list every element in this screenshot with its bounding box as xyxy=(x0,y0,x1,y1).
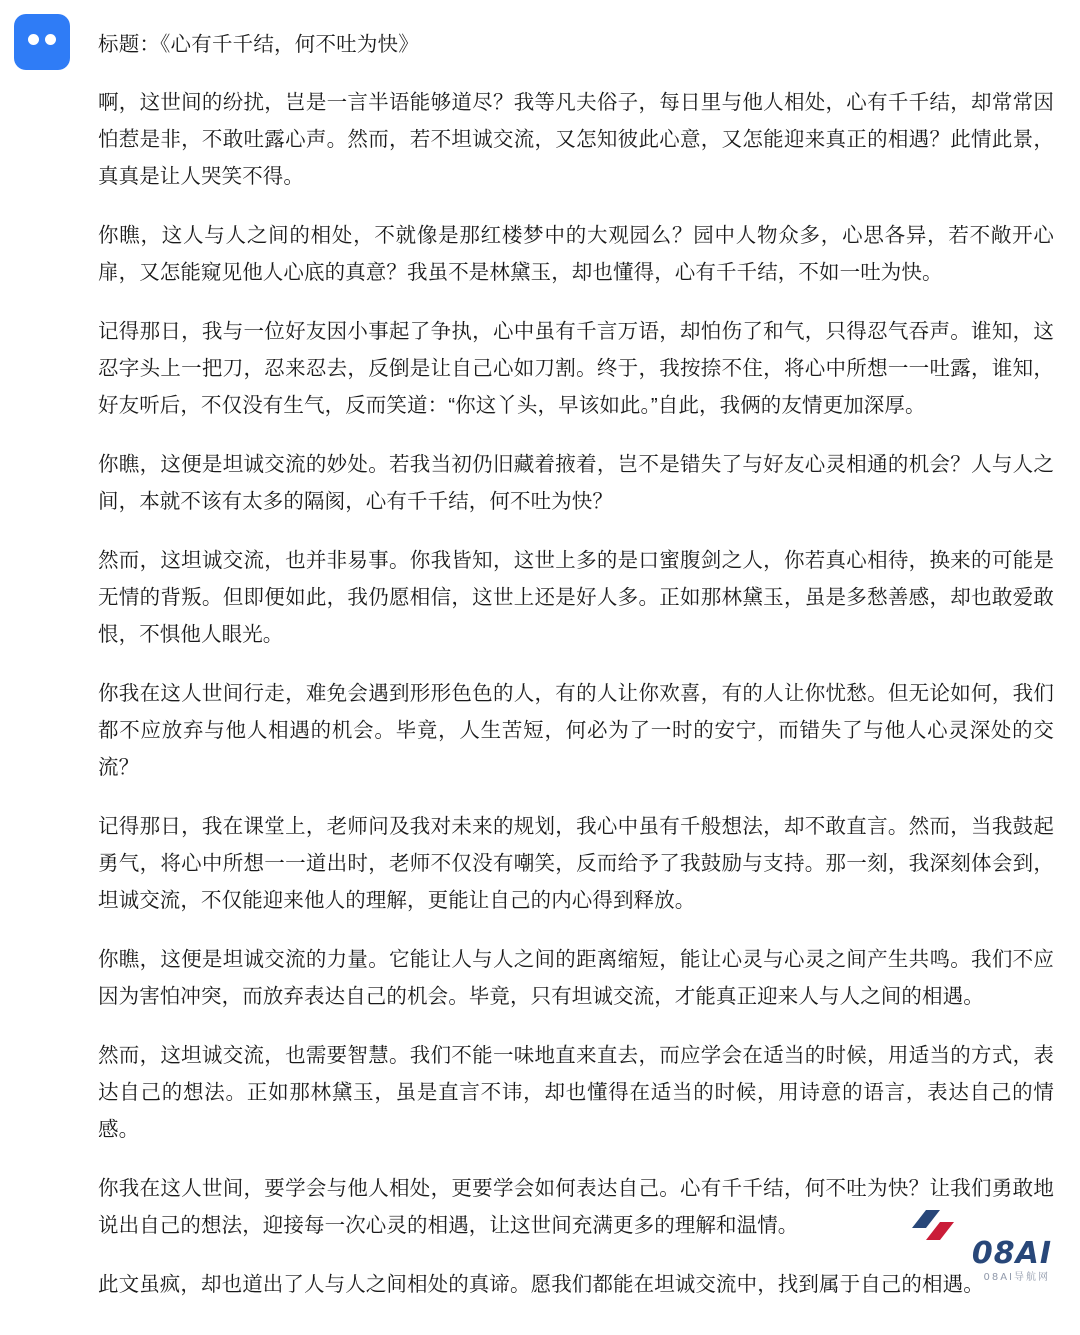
message-paragraph: 你瞧，这便是坦诚交流的力量。它能让人与人之间的距离缩短，能让心灵与心灵之间产生共鸣。我们不应因为害怕冲突，而放弃表达自己的机会。毕竟，只有坦诚交流，才能真正迎来人与人之间的相遇。 xyxy=(98,948,1054,1008)
message-paragraph: 然而，这坦诚交流，也需要智慧。我们不能一味地直来直去，而应学会在适当的时候，用适当的方式，表达自己的想法。正如那林黛玉，虽是直言不讳，却也懂得在适当的时候，用诗意的语言，表达自己的情感。 xyxy=(98,1044,1054,1141)
avatar-eye-right-icon xyxy=(45,34,56,45)
message-paragraph: 啊，这世间的纷扰，岂是一言半语能够道尽？我等凡夫俗子，每日里与他人相处，心有千千结，却常常因怕惹是非，不敢吐露心声。然而，若不坦诚交流，又怎知彼此心意，又怎能迎来真正的相遇？此情此景，真真是让人哭笑不得。 xyxy=(98,91,1054,188)
watermark-subtext: 08AI导航网 xyxy=(983,1272,1050,1283)
message-paragraph: 你瞧，这人与人之间的相处，不就像是那红楼梦中的大观园么？园中人物众多，心思各异，若不敞开心扉，又怎能窥见他人心底的真意？我虽不是林黛玉，却也懂得，心有千千结，不如一吐为快。 xyxy=(98,224,1054,284)
message-paragraph: 此文虽疯，却也道出了人与人之间相处的真谛。愿我们都能在坦诚交流中，找到属于自己的相遇。 xyxy=(98,1273,984,1296)
message-body xyxy=(70,10,1080,1335)
avatar-eye-left-icon xyxy=(28,34,39,45)
message-paragraph: 然而，这坦诚交流，也并非易事。你我皆知，这世上多的是口蜜腹剑之人，你若真心相待，换来的可能是无情的背叛。但即便如此，我仍愿相信，这世上还是好人多。正如那林黛玉，虽是多愁善感，却也敢爱敢恨，不惧他人眼光。 xyxy=(98,549,1054,646)
watermark-text: 08AI xyxy=(971,1236,1052,1271)
message-paragraph: 记得那日，我在课堂上，老师问及我对未来的规划，我心中虽有千般想法，却不敢直言。然而，当我鼓起勇气，将心中所想一一道出时，老师不仅没有嘲笑，反而给予了我鼓励与支持。那一刻，我深刻体会到，坦诚交流，不仅能迎来他人的理解，更能让自己的内心得到释放。 xyxy=(98,815,1054,912)
message-paragraph: 你我在这人世间行走，难免会遇到形形色色的人，有的人让你欢喜，有的人让你忧愁。但无论如何，我们都不应放弃与他人相遇的机会。毕竟，人生苦短，何必为了一时的安宁，而错失了与他人心灵深处的交流？ xyxy=(98,682,1054,779)
assistant-avatar xyxy=(14,14,70,70)
message-title: 标题：《心有千千结，何不吐为快》 xyxy=(98,33,419,56)
message-paragraph: 你我在这人世间，要学会与他人相处，更要学会如何表达自己。心有千千结，何不吐为快？让我们勇敢地说出自己的想法，迎接每一次心灵的相遇，让这世间充满更多的理解和温情。 xyxy=(98,1177,1054,1237)
message-paragraph: 记得那日，我与一位好友因小事起了争执，心中虽有千言万语，却怕伤了和气，只得忍气吞声。谁知，这忍字头上一把刀，忍来忍去，反倒是让自己心如刀割。终于，我按捺不住，将心中所想一一吐露，谁知，好友听后，不仅没有生气，反而笑道：“你这丫头，早该如此。”自此，我俩的友情更加深厚。 xyxy=(98,320,1054,417)
message-paragraph: 你瞧，这便是坦诚交流的妙处。若我当初仍旧藏着掖着，岂不是错失了与好友心灵相通的机会？人与人之间，本就不该有太多的隔阂，心有千千结，何不吐为快？ xyxy=(98,453,1054,513)
